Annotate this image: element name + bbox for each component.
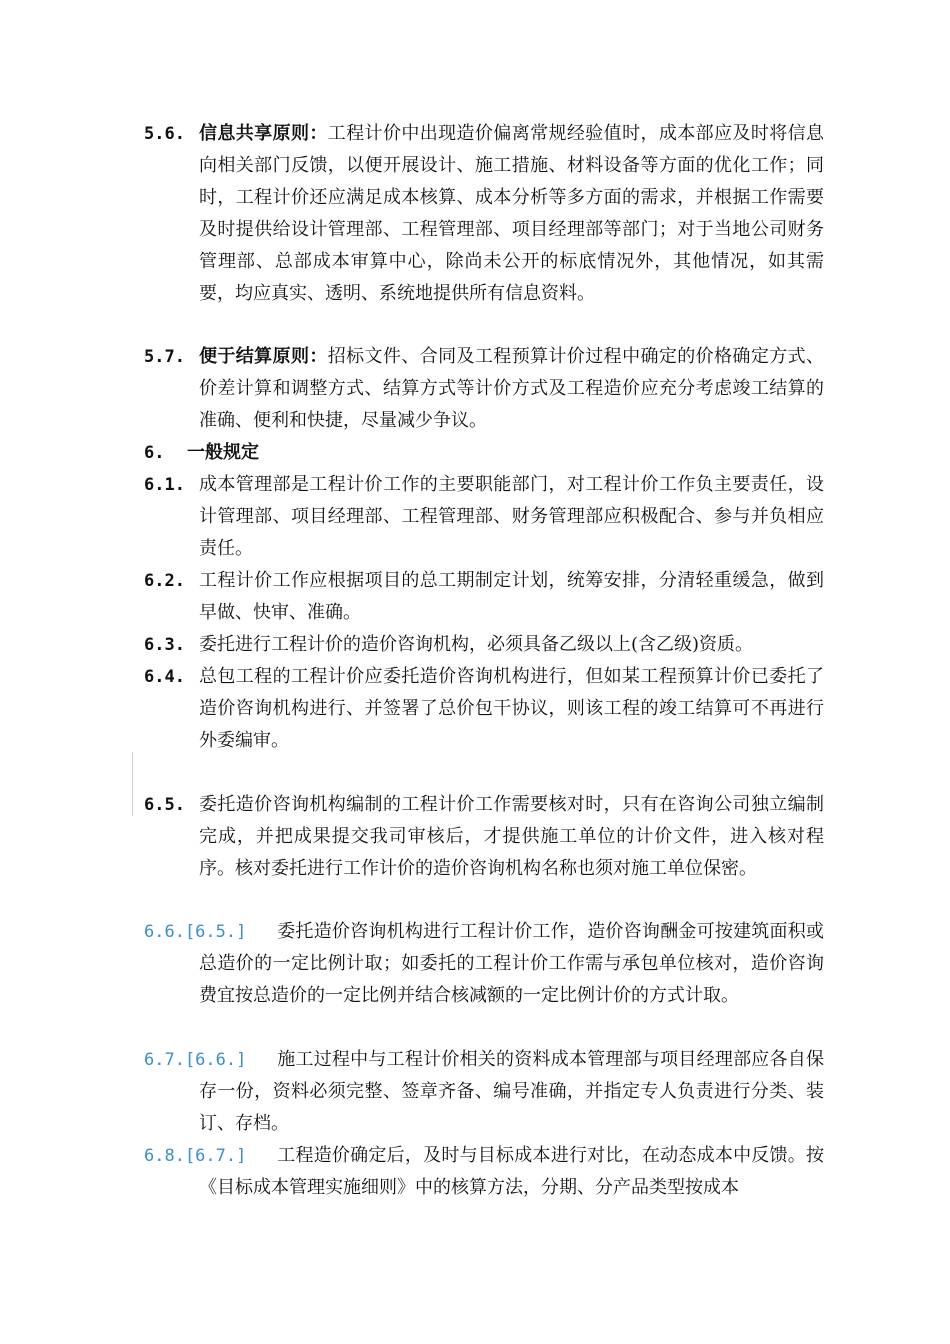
clause-title: 便于结算原则： — [199, 346, 328, 367]
clause-text — [199, 1140, 824, 1204]
clause-6-2 — [144, 565, 824, 629]
clause-number: 6.4. — [144, 667, 185, 687]
revised-clause-number: 6.8.[6.7.] — [144, 1146, 247, 1166]
clause-title: 信息共享原则： — [199, 123, 328, 144]
clause-body: 成本管理部是工程计价工作的主要职能部门，对工程计价工作负主要责任，设计管理部、项目经理部、工程管理部、财务管理部应积极配合、参与并负相应责任。 — [199, 474, 824, 559]
clause-6-3 — [144, 629, 824, 661]
clause-body: 委托造价咨询机构进行工程计价工作，造价咨询酬金可按建筑面积或总造价的一定比例计取；如委托的工程计价工作需与承包单位核对，造价咨询费宜按总造价的一定比例并结合核减额的一定比例计价的方式计取。 — [199, 921, 824, 1006]
clause-number: 6.5. — [144, 795, 185, 815]
clause-body: 总包工程的工程计价应委托造价咨询机构进行，但如某工程预算计价已委托了造价咨询机构进行、并签署了总价包干协议，则该工程的竣工结算可不再进行外委编审。 — [199, 666, 824, 751]
revised-clause-number: 6.7.[6.6.] — [144, 1050, 247, 1070]
clause-number: 6.1. — [144, 475, 185, 495]
clause-5-7 — [144, 341, 824, 437]
clause-body: 委托进行工程计价的造价咨询机构，必须具备乙级以上(含乙级)资质。 — [199, 634, 754, 655]
clause-6-6 — [144, 916, 824, 1012]
clause-body: 招标文件、合同及工程预算计价过程中确定的价格确定方式、价差计算和调整方式、结算方式等计价方式及工程造价应充分考虑竣工结算的准确、便利和快捷，尽量减少争议。 — [199, 346, 825, 431]
clause-6-1 — [144, 469, 824, 565]
clause-6-8 — [144, 1140, 824, 1204]
clause-6-4 — [144, 661, 824, 757]
clause-6-7 — [144, 1044, 824, 1140]
section-6-heading — [144, 437, 824, 469]
clause-body: 工程造价确定后，及时与目标成本进行对比，在动态成本中反馈。按《目标成本管理实施细则》中的核算方法，分期、分产品类型按成本 — [199, 1145, 824, 1198]
clause-text — [199, 916, 824, 1012]
clause-text — [199, 341, 824, 437]
clause-body: 委托造价咨询机构编制的工程计价工作需要核对时，只有在咨询公司独立编制完成，并把成果提交我司审核后，才提供施工单位的计价文件，进入核对程序。核对委托进行工作计价的造价咨询机构名称也须对施工单位保密。 — [199, 794, 824, 879]
clause-number: 5.6. — [144, 124, 185, 144]
clause-6-5 — [144, 789, 824, 885]
clause-text — [199, 118, 824, 310]
clause-text — [199, 1044, 824, 1140]
section-number: 6. — [144, 443, 165, 463]
clause-number: 5.7. — [144, 347, 185, 367]
section-title: 一般规定 — [187, 442, 259, 463]
clause-number: 6.3. — [144, 635, 185, 655]
clause-5-6 — [144, 118, 824, 310]
revision-change-bar — [132, 752, 133, 816]
clause-body: 工程计价中出现造价偏离常规经验值时，成本部应及时将信息向相关部门反馈，以便开展设计、施工措施、材料设备等方面的优化工作；同时，工程计价还应满足成本核算、成本分析等多方面的需求，并根据工作需要及时提供给设计管理部、工程管理部、项目经理部等部门；对于当地公司财务管理部、总部成本审算中心，除尚未公开的标底情况外，其他情况，如其需要，均应真实、透明、系统地提供所有信息资料。 — [199, 123, 825, 304]
revised-clause-number: 6.6.[6.5.] — [144, 922, 247, 942]
clause-body: 施工过程中与工程计价相关的资料成本管理部与项目经理部应各自保存一份，资料必须完整、签章齐备、编号准确，并指定专人负责进行分类、装订、存档。 — [199, 1049, 824, 1134]
clause-body: 工程计价工作应根据项目的总工期制定计划，统筹安排，分清轻重缓急，做到早做、快审、准确。 — [199, 570, 824, 623]
clause-number: 6.2. — [144, 571, 185, 591]
